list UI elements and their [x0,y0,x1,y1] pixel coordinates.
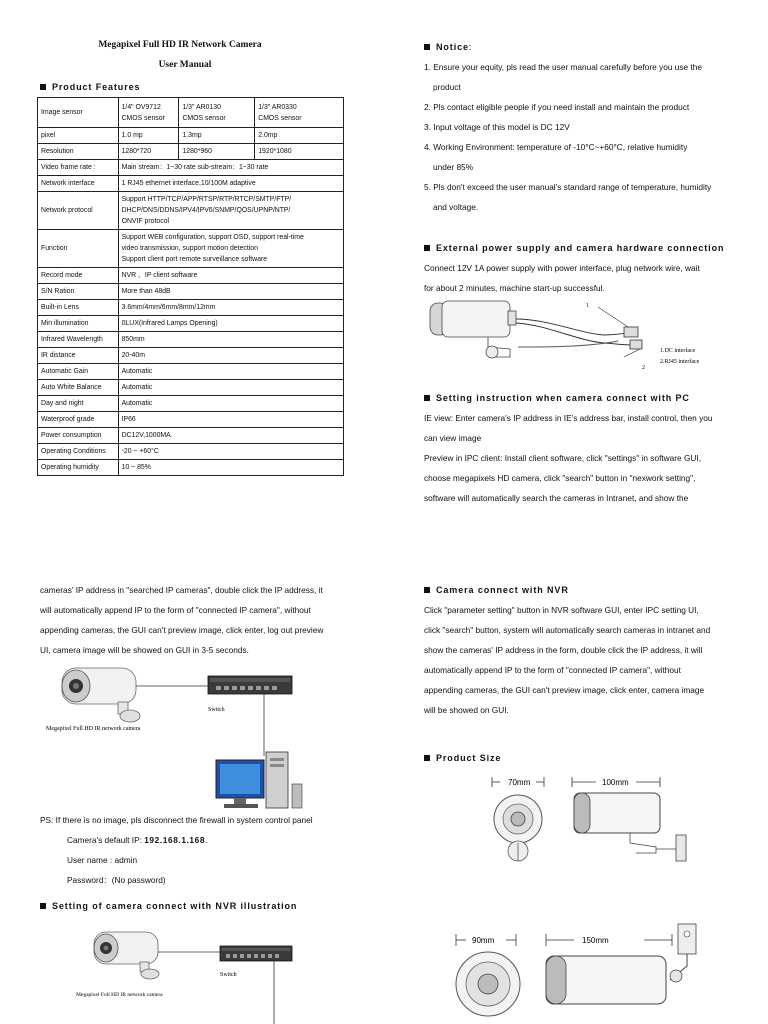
left-paragraph: cameras' IP address in "searched IP cameras", double click the IP address, it will automatically append IP to the form of "connected IP camera", without appending cameras, the GUI can't preview image, click enter, log out preview UI, camera image will be showed on GUI in 3-5 seconds. [40,585,324,655]
table-row [38,230,344,268]
notice-list [424,57,711,217]
ps-line: PS: If there is no image, pls disconnect the firewall in system control panel [40,815,313,825]
camera-front-view-icon [456,952,520,1016]
product-size-drawing-small [480,773,700,873]
table-row [38,428,344,444]
notice-line: 1. Ensure your equity, pls read the user manual carefully before you use the [424,62,702,72]
section-nvr-illustration: Setting of camera connect with NVR illustration [40,901,297,911]
network-diagram-nvr [74,926,324,1024]
spec-value: NVR 、IP client software [118,268,343,284]
dimension-length-side: 100mm [602,778,629,787]
bullet-square-icon [424,755,430,761]
table-row [38,444,344,460]
spec-label: Network protocol [38,192,119,230]
spec-value: Automatic [118,364,343,380]
document-subtitle: User Manual [158,60,212,70]
spec-value: Automatic [118,380,343,396]
table-row [38,460,344,476]
product-size-drawing-large [446,920,726,1020]
power-paragraph: Connect 12V 1A power supply with power interface, plug network wire, wait for about 2 minutes, machine start-up successful. [424,263,700,293]
notice-line: 5. Pls don't exceed the user manual's standard range of temperature, humidity [424,182,712,192]
notice-line: 2. Pls contact eligible people if you need install and maintain the product [424,102,690,112]
section-notice: Notice: [424,42,472,52]
ps-block [40,810,313,890]
desktop-computer-icon [216,752,302,808]
spec-value: More than 48dB [118,284,343,300]
table-row [38,332,344,348]
callout-label-dc: 1.DC interface [660,348,696,354]
spec-value: Support HTTP/TCP/APP/RTSP/RTP/RTCP/SMTP/FTP/ DHCP/DNS/DDNS/IPV4/IPV6/SNMP/QOS/UPNP/NTP/ ONVIF protocol [118,192,343,230]
table-row [38,160,344,176]
table-row [38,128,344,144]
bullet-square-icon [424,245,430,251]
section-product-size: Product Size [424,753,501,763]
pc-paragraph: IE view: Enter camera's IP address in IE's address bar, install control, then you can view image Preview in IPC client: Install client software, click "settings" in software GUI, choose megapixels HD camera, click "search" button in "nexwork setting", software will automatically search the cameras in Intranet, and show the [424,413,713,503]
spec-label: Network interface [38,176,119,192]
spec-label: Infrared Wavelength [38,332,119,348]
table-row [38,284,344,300]
table-row [38,176,344,192]
spec-label: pixel [38,128,119,144]
spec-label: Function [38,230,119,268]
spec-label: S/N Ration [38,284,119,300]
network-diagram-pc [40,664,340,812]
dc-connector-icon [624,327,638,337]
spec-value: 1/3" AR0330 CMOS sensor [255,98,344,128]
spec-label: Automatic Gain [38,364,119,380]
spec-label: Auto White Balance [38,380,119,396]
section-product-features: Product Features [40,82,140,92]
spec-label: Min illumination [38,316,119,332]
features-table [37,97,344,476]
table-row [38,348,344,364]
spec-label: Day and night [38,396,119,412]
camera-front-view-icon [494,795,542,861]
notice-line: 4. Working Environment: temperature of -10°C~+60°C, relative humidity [424,142,688,152]
camera-side-view-icon [574,793,686,861]
dimension-length-side: 150mm [582,936,609,945]
spec-value: Automatic [118,396,343,412]
table-row [38,192,344,230]
spec-value: 3.6mm/4mm/6mm/8mm/12mm [118,300,343,316]
spec-value: 0LUX(Infrared Lamps Opening) [118,316,343,332]
spec-value: 1/3" AR0130 CMOS sensor [179,98,255,128]
power-connection-diagram [428,297,728,375]
spec-value: Main stream：1~30 rate sub-stream：1~30 rate [118,160,343,176]
spec-label: Operating Conditions [38,444,119,460]
bullet-square-icon [424,44,430,50]
spec-value: IP66 [118,412,343,428]
section-pc-setting: Setting instruction when camera connect with PC [424,393,690,403]
table-row [38,316,344,332]
notice-line: product [433,82,461,92]
spec-label: Resolution [38,144,119,160]
spec-label: Built-in Lens [38,300,119,316]
table-row [38,364,344,380]
switch-caption: Switch [208,707,225,713]
spec-value: Support WEB configuration, support OSD, support real-time video transmission, support motion detection Support client port remote surveillance software [118,230,343,268]
table-row [38,268,344,284]
bullet-square-icon [424,395,430,401]
notice-line: under 85% [433,162,474,172]
spec-value: 850mm [118,332,343,348]
spec-value: 1 RJ45 ethernet interface,10/100M adaptive [118,176,343,192]
bullet-square-icon [40,903,46,909]
spec-value: 20-40m [118,348,343,364]
document-title: Megapixel Full HD IR Network Camera [98,40,262,50]
spec-label: Image sensor [38,98,119,128]
camera-side-view-icon [546,924,696,1004]
bullet-square-icon [40,84,46,90]
spec-label: Power consumption [38,428,119,444]
spec-label: Record mode [38,268,119,284]
spec-value: 2.0mp [255,128,344,144]
camera-caption: Megapixel Full HD IR network camera [76,992,163,998]
camera-caption: Megapixel Full HD IR network camera [46,726,141,732]
table-row [38,396,344,412]
callout-2: 2 [642,365,645,371]
spec-value: 1280*720 [118,144,179,160]
password-line: Password：(No password) [67,875,166,885]
spec-label: Waterproof grade [38,412,119,428]
dimension-width-front: 70mm [508,778,531,787]
spec-label: IR distance [38,348,119,364]
callout-1: 1 [586,303,589,309]
section-power-supply: External power supply and camera hardware connection [424,243,724,253]
spec-value: 1.3mp [179,128,255,144]
callout-label-rj45: 2.RJ45 interface [660,359,700,365]
notice-line: and voltage. [433,202,479,212]
spec-value: -20 ~ +60°C [118,444,343,460]
bullet-square-icon [424,587,430,593]
spec-label: Video frame rate : [38,160,119,176]
spec-value: 10 ~ 85% [118,460,343,476]
table-row [38,144,344,160]
bullet-camera-icon [430,301,516,358]
spec-value: 1/4" OV9712 CMOS sensor [118,98,179,128]
table-row [38,412,344,428]
spec-value: 1920*1080 [255,144,344,160]
dimension-width-front: 90mm [472,936,495,945]
rj45-connector-icon [630,340,642,349]
nvr-paragraph: Click "parameter setting" button in NVR software GUI, enter IPC setting UI, click "search" button, system will automatically search cameras in intranet and show the cameras' IP address in the form, double click the IP address, it will automatically append IP to the form of "connected IP camera", without appending cameras, the GUI can't preview image, click enter, camera image will be showed on GUI. [424,605,711,715]
table-row [38,300,344,316]
bullet-camera-icon [62,668,140,722]
table-row [38,380,344,396]
spec-value: 1280*960 [179,144,255,160]
network-switch-icon [208,676,292,694]
username-line: User name : admin [67,855,138,865]
table-row [38,98,344,128]
network-switch-icon [220,946,292,961]
spec-value: DC12V,1000MA [118,428,343,444]
default-ip-value: 192.168.1.168 [144,835,206,845]
section-nvr-connect: Camera connect with NVR [424,585,569,595]
spec-value: 1.0 mp [118,128,179,144]
default-ip-line: Camera's default IP: 192.168.1.168. [67,835,208,845]
notice-line: 3. Input voltage of this model is DC 12V [424,122,570,132]
switch-caption: Switch [220,972,237,978]
spec-label: Operating humidity [38,460,119,476]
bullet-camera-icon [94,932,159,979]
